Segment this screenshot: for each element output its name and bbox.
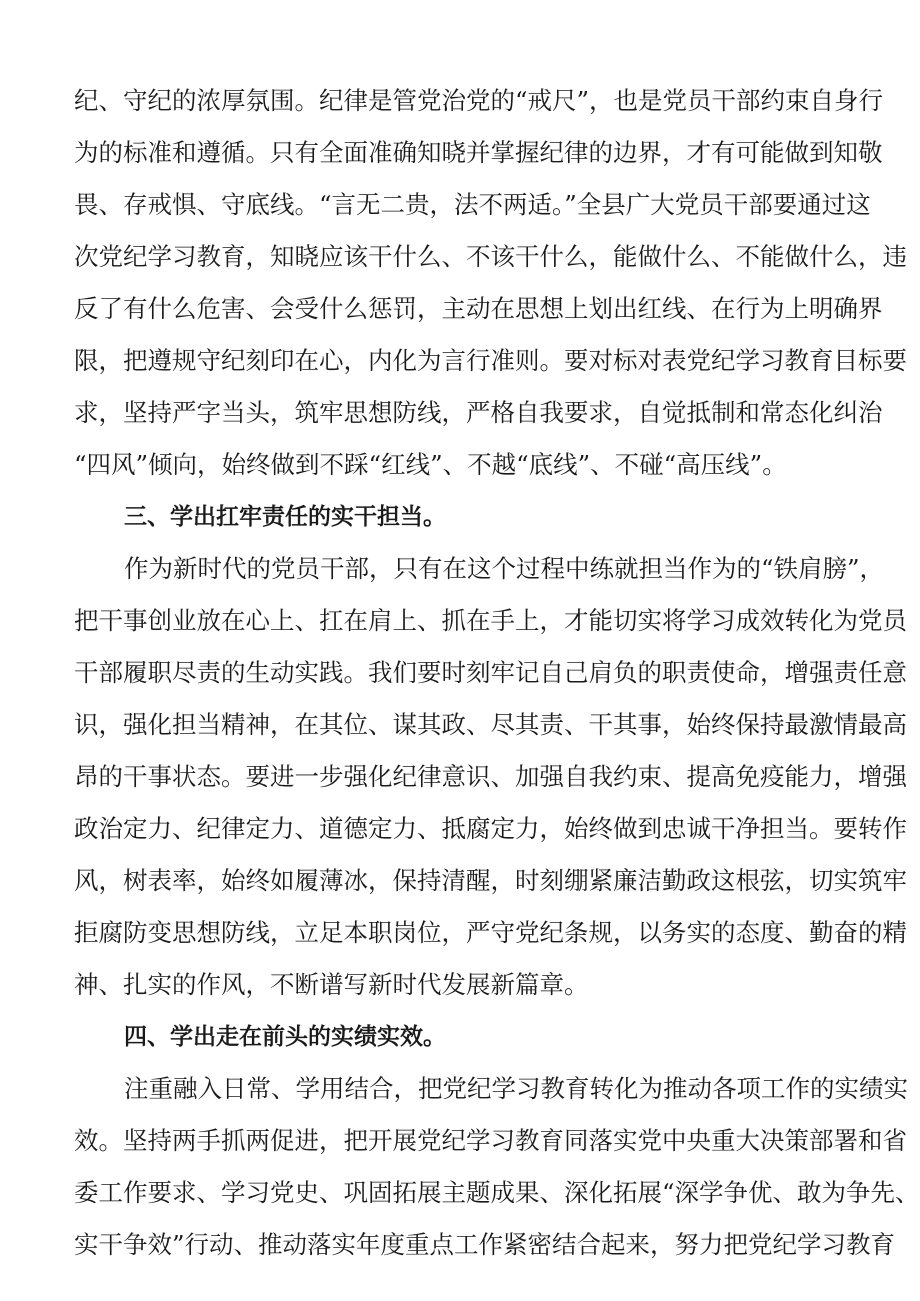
section-heading-4: 四、学出走在前头的实绩实效。: [124, 1024, 446, 1050]
paragraph-3-line-3: 干部履职尽责的生动实践。我们要时刻牢记自己肩负的职责使命，增强责任意: [74, 658, 907, 687]
section-heading-3: 三、学出扛牢责任的实干担当。: [124, 504, 446, 530]
paragraph-1-line-4: 次党纪学习教育，知晓应该干什么、不该干什么，能做什么、不能做什么，违: [74, 242, 907, 271]
paragraph-1-line-1: 纪、守纪的浓厚氛围。纪律是管党治党的“戒尺”，也是党员干部约束自身行: [74, 86, 884, 115]
paragraph-1-line-6: 限，把遵规守纪刻印在心，内化为言行准则。要对标对表党纪学习教育目标要: [74, 346, 907, 375]
paragraph-3-line-4: 识，强化担当精神，在其位、谋其政、尽其责、干其事，始终保持最激情最高: [74, 710, 907, 739]
paragraph-4-line-1: 注重融入日常、学用结合，把党纪学习教育转化为推动各项工作的实绩实: [124, 1074, 908, 1103]
paragraph-1-line-3: 畏、存戒惧、守底线。“言无二贵，法不两适。”全县广大党员干部要通过这: [74, 190, 871, 219]
paragraph-3-line-7: 风，树表率，始终如履薄冰，保持清醒，时刻绷紧廉洁勤政这根弦，切实筑牢: [74, 866, 907, 895]
paragraph-4-line-4: 实干争效”行动、推动落实年度重点工作紧密结合起来，努力把党纪学习教育: [74, 1230, 896, 1259]
paragraph-4-line-3: 委工作要求、学习党史、巩固拓展主题成果、深化拓展“深学争优、敢为争先、: [74, 1178, 920, 1207]
paragraph-3-line-1: 作为新时代的党员干部，只有在这个过程中练就担当作为的“铁肩膀”，: [124, 554, 885, 583]
paragraph-3-line-5: 昂的干事状态。要进一步强化纪律意识、加强自我约束、提高免疫能力，增强: [74, 762, 907, 791]
paragraph-1-line-7: 求，坚持严字当头，筑牢思想防线，严格自我要求，自觉抵制和常态化纠治: [74, 398, 883, 427]
paragraph-4-line-2: 效。坚持两手抓两促进，把开展党纪学习教育同落实党中央重大决策部署和省: [74, 1126, 907, 1155]
paragraph-1-line-5: 反了有什么危害、会受什么惩罚，主动在思想上划出红线、在行为上明确界: [74, 294, 883, 323]
paragraph-3-line-9: 神、扎实的作风，不断谱写新时代发展新篇章。: [74, 970, 589, 999]
paragraph-3-line-6: 政治定力、纪律定力、道德定力、抵腐定力，始终做到忠诚干净担当。要转作: [74, 814, 907, 843]
paragraph-1-line-8: “四风”倾向，始终做到不踩“红线”、不越“底线”、不碰“高压线”。: [74, 450, 787, 479]
paragraph-1-line-2: 为的标准和遵循。只有全面准确知晓并掌握纪律的边界，才有可能做到知敬: [74, 138, 883, 167]
paragraph-3-line-8: 拒腐防变思想防线，立足本职岗位，严守党纪条规，以务实的态度、勤奋的精: [74, 918, 907, 947]
paragraph-3-line-2: 把干事创业放在心上、扛在肩上、抓在手上，才能切实将学习成效转化为党员: [74, 606, 907, 635]
